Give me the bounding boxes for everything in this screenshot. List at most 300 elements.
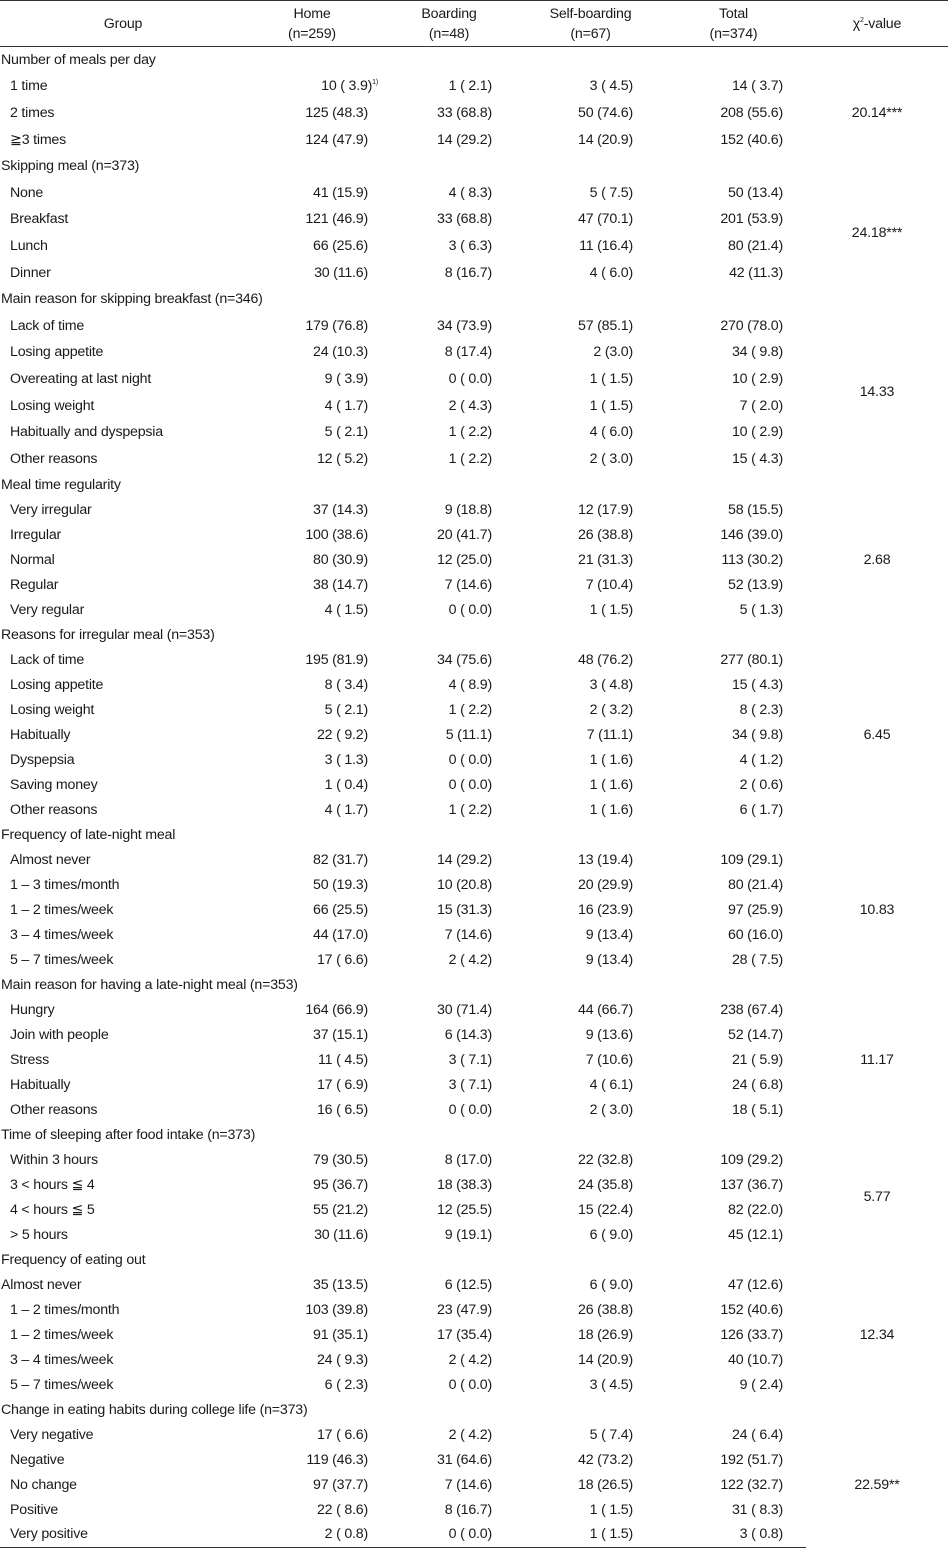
row-label: Normal bbox=[10, 551, 55, 568]
home-value: 4 ( 1.5) bbox=[324, 601, 368, 618]
boarding-value: 34 (75.6) bbox=[437, 651, 492, 668]
row-label: Habitually and dyspepsia bbox=[10, 424, 163, 441]
self-boarding-value: 42 (73.2) bbox=[578, 1451, 633, 1468]
self-boarding-value: 1 ( 1.6) bbox=[589, 751, 633, 768]
total-value: 34 ( 9.8) bbox=[731, 726, 783, 743]
table-row bbox=[0, 922, 948, 947]
home-value: 103 (39.8) bbox=[305, 1301, 368, 1318]
table-row bbox=[0, 947, 948, 972]
boarding-value: 15 (31.3) bbox=[437, 901, 492, 918]
table-row bbox=[0, 897, 948, 922]
total-value: 270 (78.0) bbox=[720, 317, 783, 334]
boarding-value: 6 (12.5) bbox=[444, 1276, 492, 1293]
self-boarding-value: 5 ( 7.5) bbox=[589, 184, 633, 201]
row-label: 1 – 2 times/week bbox=[10, 1326, 114, 1343]
self-boarding-value: 18 (26.5) bbox=[578, 1476, 633, 1493]
row-label: 3 – 4 times/week bbox=[10, 926, 114, 943]
row-label: Overeating at last night bbox=[10, 370, 152, 387]
home-value: 50 (19.3) bbox=[313, 876, 368, 893]
home-value: 8 ( 3.4) bbox=[324, 676, 368, 693]
total-value: 58 (15.5) bbox=[728, 501, 783, 518]
chi-square-value: 5.77 bbox=[863, 1189, 891, 1205]
self-boarding-value: 14 (20.9) bbox=[578, 1351, 633, 1368]
total-value: 34 ( 9.8) bbox=[731, 344, 783, 361]
self-boarding-value: 1 ( 1.5) bbox=[589, 1501, 633, 1518]
table-row bbox=[0, 872, 948, 897]
boarding-value: 12 (25.0) bbox=[437, 551, 492, 568]
self-boarding-value: 9 (13.6) bbox=[585, 1026, 633, 1043]
total-value: 24 ( 6.8) bbox=[731, 1076, 783, 1093]
chi-square-value: 11.17 bbox=[860, 1051, 894, 1068]
home-value: 97 (37.7) bbox=[313, 1476, 368, 1493]
self-boarding-value: 20 (29.9) bbox=[578, 876, 633, 893]
table-row bbox=[0, 547, 948, 572]
self-boarding-value: 21 (31.3) bbox=[578, 551, 633, 568]
boarding-value: 2 ( 4.3) bbox=[448, 397, 492, 414]
home-value: 11 ( 4.5) bbox=[318, 1051, 368, 1068]
table-row bbox=[0, 312, 948, 339]
boarding-value: 8 (17.0) bbox=[444, 1151, 492, 1168]
row-label: > 5 hours bbox=[10, 1226, 68, 1243]
header-self-boarding: Self-boarding (n=67) bbox=[520, 1, 661, 47]
total-value: 126 (33.7) bbox=[720, 1326, 783, 1343]
home-value: 82 (31.7) bbox=[313, 851, 368, 868]
self-boarding-value: 4 ( 6.0) bbox=[589, 264, 633, 281]
self-boarding-value: 9 (13.4) bbox=[585, 951, 633, 968]
total-value: 277 (80.1) bbox=[720, 651, 783, 668]
table-row bbox=[0, 233, 948, 260]
self-boarding-value: 7 (11.1) bbox=[586, 726, 633, 743]
table-row bbox=[0, 366, 948, 393]
table-row bbox=[0, 73, 948, 100]
self-boarding-value: 13 (19.4) bbox=[578, 851, 633, 868]
row-label: 2 times bbox=[10, 104, 55, 121]
total-value: 47 (12.6) bbox=[728, 1276, 783, 1293]
total-value: 40 (10.7) bbox=[728, 1351, 783, 1368]
row-label: Very positive bbox=[0, 1522, 246, 1547]
section-title: Main reason for having a late-night meal (n=353) bbox=[1, 976, 298, 993]
chi-square-value: 2.68 bbox=[863, 551, 891, 568]
boarding-value: 8 (17.4) bbox=[444, 344, 492, 361]
total-value: 50 (13.4) bbox=[728, 184, 783, 201]
row-label: No change bbox=[10, 1476, 77, 1493]
boarding-value: 2 ( 4.2) bbox=[448, 1426, 492, 1443]
header-group: Group bbox=[0, 1, 246, 47]
row-label: Very negative bbox=[10, 1426, 94, 1443]
self-boarding-value: 1 ( 1.5) bbox=[589, 397, 633, 414]
home-value: 17 ( 6.6) bbox=[316, 951, 368, 968]
total-value: 45 (12.1) bbox=[728, 1226, 783, 1243]
chi-square-value: 14.33 bbox=[859, 384, 895, 401]
chi-square-value: 12.34 bbox=[859, 1326, 895, 1343]
row-label: Breakfast bbox=[10, 211, 69, 228]
self-boarding-value: 44 (66.7) bbox=[578, 1001, 633, 1018]
boarding-value: 3 ( 7.1) bbox=[448, 1051, 492, 1068]
table-row bbox=[0, 1322, 948, 1347]
header-home: Home (n=259) bbox=[246, 1, 378, 47]
total-value: 42 (11.3) bbox=[729, 264, 783, 281]
total-value: 4 ( 1.2) bbox=[739, 751, 783, 768]
row-label: Positive bbox=[10, 1501, 59, 1518]
boarding-value: 0 ( 0.0) bbox=[448, 601, 492, 618]
section-header-row bbox=[0, 472, 948, 497]
boarding-value: 9 (18.8) bbox=[444, 501, 492, 518]
home-value: 9 ( 3.9) bbox=[324, 370, 368, 387]
row-label: Lack of time bbox=[10, 651, 85, 668]
home-value: 24 (10.3) bbox=[313, 344, 368, 361]
section-title: Change in eating habits during college life (n=373) bbox=[1, 1401, 308, 1418]
header-chi-square: $\chi^2$-value bbox=[806, 1, 948, 47]
self-boarding-value: 9 (13.4) bbox=[585, 926, 633, 943]
total-value: 238 (67.4) bbox=[720, 1001, 783, 1018]
total-value: 146 (39.0) bbox=[720, 526, 783, 543]
total-value: 113 (30.2) bbox=[721, 551, 783, 568]
table-row bbox=[0, 206, 948, 233]
home-value: 179 (76.8) bbox=[305, 317, 368, 334]
home-value: 4 ( 1.7) bbox=[324, 397, 368, 414]
boarding-value: 14 (29.2) bbox=[437, 851, 492, 868]
home-value: 30 (11.6) bbox=[314, 1226, 368, 1243]
total-value: 10 ( 2.9) bbox=[731, 370, 783, 387]
total-value: 109 (29.1) bbox=[720, 851, 783, 868]
section-header-spacer bbox=[806, 472, 948, 497]
total-value: 15 ( 4.3) bbox=[731, 676, 783, 693]
chi-square-value: 6.45 bbox=[863, 726, 891, 743]
home-value: 10 ( 3.9)$^{1)}$ bbox=[321, 78, 378, 95]
table-row bbox=[0, 1147, 948, 1172]
table-row bbox=[0, 572, 948, 597]
home-value: 80 (30.9) bbox=[313, 551, 368, 568]
row-label: Join with people bbox=[10, 1026, 109, 1043]
section-header-row bbox=[0, 622, 948, 647]
total-value: 109 (29.2) bbox=[720, 1151, 783, 1168]
boarding-value: 0 ( 0.0) bbox=[448, 776, 492, 793]
self-boarding-value: 2 (3.0) bbox=[593, 344, 633, 361]
total-value: 137 (36.7) bbox=[720, 1176, 783, 1193]
row-label: Lack of time bbox=[10, 317, 85, 334]
self-boarding-value: 2 ( 3.0) bbox=[589, 450, 633, 467]
boarding-value: 8 (16.7) bbox=[444, 1501, 492, 1518]
self-boarding-value: 6 ( 9.0) bbox=[589, 1276, 633, 1293]
home-value: 6 ( 2.3) bbox=[324, 1376, 368, 1393]
total-value: 7 ( 2.0) bbox=[739, 397, 783, 414]
total-value: 8 ( 2.3) bbox=[739, 701, 783, 718]
home-value: 125 (48.3) bbox=[305, 104, 368, 121]
table-row bbox=[0, 392, 948, 419]
boarding-value: 7 (14.6) bbox=[444, 576, 492, 593]
total-value: 152 (40.6) bbox=[720, 1301, 783, 1318]
total-value: 2 ( 0.6) bbox=[739, 776, 783, 793]
row-label: Habitually bbox=[10, 1076, 71, 1093]
table-row bbox=[0, 597, 948, 622]
boarding-value: 6 (14.3) bbox=[444, 1026, 492, 1043]
section-title: Frequency of late-night meal bbox=[1, 826, 176, 843]
row-label: Dinner bbox=[10, 264, 51, 281]
total-value: 3 ( 0.8) bbox=[661, 1522, 806, 1547]
total-value: 201 (53.9) bbox=[720, 211, 783, 228]
section-header-row bbox=[0, 1397, 948, 1422]
boarding-value: 17 (35.4) bbox=[437, 1326, 492, 1343]
table-row bbox=[0, 847, 948, 872]
self-boarding-value: 47 (70.1) bbox=[578, 211, 633, 228]
table-row bbox=[0, 697, 948, 722]
row-label: Losing appetite bbox=[10, 676, 104, 693]
self-boarding-value: 50 (74.6) bbox=[578, 104, 633, 121]
self-boarding-value: 16 (23.9) bbox=[578, 901, 633, 918]
home-value: 4 ( 1.7) bbox=[324, 801, 368, 818]
row-label: 1 – 2 times/month bbox=[10, 1301, 120, 1318]
self-boarding-value: 11 (16.4) bbox=[579, 237, 633, 254]
total-value: 10 ( 2.9) bbox=[731, 424, 783, 441]
row-label: Almost never bbox=[10, 851, 91, 868]
table-row bbox=[0, 1297, 948, 1322]
chi-square-value: 10.83 bbox=[859, 901, 895, 918]
row-label: Within 3 hours bbox=[10, 1151, 98, 1168]
boarding-value: 1 ( 2.1) bbox=[448, 78, 492, 95]
self-boarding-value: 48 (76.2) bbox=[578, 651, 633, 668]
table-row bbox=[0, 1022, 948, 1047]
boarding-value: 18 (38.3) bbox=[437, 1176, 492, 1193]
row-label: Negative bbox=[10, 1451, 65, 1468]
section-header-row bbox=[0, 47, 948, 74]
boarding-value: 2 ( 4.2) bbox=[448, 951, 492, 968]
self-boarding-value: 15 (22.4) bbox=[578, 1201, 633, 1218]
table-row bbox=[0, 772, 948, 797]
section-header-row bbox=[0, 972, 948, 997]
home-value: 55 (21.2) bbox=[313, 1201, 368, 1218]
row-label: 1 – 2 times/week bbox=[10, 901, 114, 918]
boarding-value: 0 ( 0.0) bbox=[378, 1522, 520, 1547]
table-row bbox=[0, 259, 948, 286]
table-row bbox=[0, 1272, 948, 1297]
row-label: Hungry bbox=[10, 1001, 55, 1018]
row-label: Losing appetite bbox=[10, 344, 104, 361]
boarding-value: 3 ( 7.1) bbox=[448, 1076, 492, 1093]
home-value: 195 (81.9) bbox=[305, 651, 368, 668]
section-title: Main reason for skipping breakfast (n=346) bbox=[1, 291, 263, 308]
row-label: 3 – 4 times/week bbox=[10, 1351, 114, 1368]
row-label: Irregular bbox=[10, 526, 62, 543]
boarding-value: 1 ( 2.2) bbox=[448, 701, 492, 718]
home-value: 35 (13.5) bbox=[313, 1276, 368, 1293]
boarding-value: 14 (29.2) bbox=[437, 131, 492, 148]
home-value: 38 (14.7) bbox=[313, 576, 368, 593]
table-row bbox=[0, 672, 948, 697]
section-header-row bbox=[0, 153, 948, 180]
section-header-spacer bbox=[806, 622, 948, 647]
table-row bbox=[0, 1447, 948, 1472]
boarding-value: 0 ( 0.0) bbox=[448, 370, 492, 387]
home-value: 5 ( 2.1) bbox=[324, 701, 368, 718]
total-value: 9 ( 2.4) bbox=[739, 1376, 783, 1393]
table-row bbox=[0, 1197, 948, 1222]
boarding-value: 0 ( 0.0) bbox=[448, 1376, 492, 1393]
section-header-spacer bbox=[806, 286, 948, 313]
row-label: Other reasons bbox=[10, 450, 98, 467]
section-header-row bbox=[0, 822, 948, 847]
home-value: 95 (36.7) bbox=[313, 1176, 368, 1193]
total-value: 152 (40.6) bbox=[720, 131, 783, 148]
home-value: 22 ( 9.2) bbox=[316, 726, 368, 743]
row-label: 1 time bbox=[10, 78, 48, 95]
row-label: 1 – 3 times/month bbox=[10, 876, 120, 893]
table-row bbox=[0, 179, 948, 206]
total-value: 21 ( 5.9) bbox=[731, 1051, 783, 1068]
section-header-spacer bbox=[806, 1397, 948, 1422]
table-body bbox=[0, 47, 948, 1548]
row-label: Other reasons bbox=[10, 1101, 98, 1118]
boarding-value: 30 (71.4) bbox=[437, 1001, 492, 1018]
total-value: 97 (25.9) bbox=[728, 901, 783, 918]
self-boarding-value: 1 ( 1.5) bbox=[520, 1522, 661, 1547]
row-label: Very regular bbox=[10, 601, 85, 618]
total-value: 14 ( 3.7) bbox=[731, 78, 783, 95]
table-row bbox=[0, 339, 948, 366]
home-value: 24 ( 9.3) bbox=[316, 1351, 368, 1368]
self-boarding-value: 1 ( 1.6) bbox=[589, 776, 633, 793]
row-label: Almost never bbox=[1, 1276, 82, 1293]
section-header-spacer bbox=[806, 47, 948, 74]
boarding-value: 4 ( 8.9) bbox=[448, 676, 492, 693]
self-boarding-value: 1 ( 1.5) bbox=[589, 601, 633, 618]
section-title: Meal time regularity bbox=[1, 476, 121, 493]
section-header-spacer bbox=[806, 822, 948, 847]
total-value: 5 ( 1.3) bbox=[739, 601, 783, 618]
total-value: 80 (21.4) bbox=[728, 237, 783, 254]
self-boarding-value: 24 (35.8) bbox=[578, 1176, 633, 1193]
row-label: Very irregular bbox=[10, 501, 92, 518]
home-value: 121 (46.9) bbox=[305, 211, 368, 228]
row-label: Losing weight bbox=[10, 397, 95, 414]
row-label: Losing weight bbox=[10, 701, 95, 718]
self-boarding-value: 22 (32.8) bbox=[578, 1151, 633, 1168]
total-value: 60 (16.0) bbox=[728, 926, 783, 943]
row-label: Lunch bbox=[10, 237, 48, 254]
total-value: 24 ( 6.4) bbox=[731, 1426, 783, 1443]
self-boarding-value: 18 (26.9) bbox=[578, 1326, 633, 1343]
self-boarding-value: 4 ( 6.0) bbox=[589, 424, 633, 441]
self-boarding-value: 57 (85.1) bbox=[578, 317, 633, 334]
section-header-spacer bbox=[806, 153, 948, 180]
home-value: 5 ( 2.1) bbox=[324, 424, 368, 441]
home-value: 37 (14.3) bbox=[313, 501, 368, 518]
self-boarding-value: 3 ( 4.5) bbox=[589, 1376, 633, 1393]
row-label: Dyspepsia bbox=[10, 751, 75, 768]
table-row bbox=[0, 997, 948, 1022]
row-label: Stress bbox=[10, 1051, 50, 1068]
row-label: Saving money bbox=[10, 776, 98, 793]
table-row bbox=[0, 1372, 948, 1397]
row-label: Other reasons bbox=[10, 801, 98, 818]
boarding-value: 0 ( 0.0) bbox=[448, 1101, 492, 1118]
section-title: Skipping meal (n=373) bbox=[1, 158, 140, 175]
home-value: 79 (30.5) bbox=[313, 1151, 368, 1168]
home-value: 17 ( 6.9) bbox=[316, 1076, 368, 1093]
table-header bbox=[0, 1, 948, 47]
section-header-spacer bbox=[806, 1122, 948, 1147]
total-value: 28 ( 7.5) bbox=[731, 951, 783, 968]
total-value: 18 ( 5.1) bbox=[731, 1101, 783, 1118]
home-value: 16 ( 6.5) bbox=[316, 1101, 368, 1118]
total-value: 31 ( 8.3) bbox=[731, 1501, 783, 1518]
section-title: Reasons for irregular meal (n=353) bbox=[1, 626, 215, 643]
home-value: 164 (66.9) bbox=[305, 1001, 368, 1018]
boarding-value: 23 (47.9) bbox=[437, 1301, 492, 1318]
boarding-value: 20 (41.7) bbox=[437, 526, 492, 543]
boarding-value: 8 (16.7) bbox=[444, 264, 492, 281]
row-label: None bbox=[10, 184, 44, 201]
home-value: 41 (15.9) bbox=[313, 184, 368, 201]
section-header-spacer bbox=[806, 1247, 948, 1272]
section-header-row bbox=[0, 1247, 948, 1272]
table-row bbox=[0, 1347, 948, 1372]
home-value: 100 (38.6) bbox=[305, 526, 368, 543]
self-boarding-value: 2 ( 3.0) bbox=[589, 1101, 633, 1118]
chi-square-value: 20.14*** bbox=[851, 104, 903, 121]
table-row bbox=[0, 445, 948, 472]
row-label: 3 < hours ≦ 4 bbox=[10, 1176, 95, 1193]
boarding-value: 33 (68.8) bbox=[437, 211, 492, 228]
table-row bbox=[0, 1422, 948, 1447]
self-boarding-value: 12 (17.9) bbox=[578, 501, 633, 518]
table-row bbox=[0, 1472, 948, 1497]
self-boarding-value: 5 ( 7.4) bbox=[589, 1426, 633, 1443]
table-row bbox=[0, 100, 948, 127]
table-row bbox=[0, 1522, 948, 1547]
section-header-spacer bbox=[806, 972, 948, 997]
boarding-value: 1 ( 2.2) bbox=[448, 801, 492, 818]
boarding-value: 0 ( 0.0) bbox=[448, 751, 492, 768]
home-value: 12 ( 5.2) bbox=[316, 450, 368, 467]
home-value: 30 (11.6) bbox=[314, 264, 368, 281]
row-label: Regular bbox=[10, 576, 59, 593]
home-value: 17 ( 6.6) bbox=[316, 1426, 368, 1443]
total-value: 52 (13.9) bbox=[728, 576, 783, 593]
table-row bbox=[0, 747, 948, 772]
self-boarding-value: 4 ( 6.1) bbox=[589, 1076, 633, 1093]
boarding-value: 7 (14.6) bbox=[444, 1476, 492, 1493]
home-value: 3 ( 1.3) bbox=[324, 751, 368, 768]
table-row bbox=[0, 1072, 948, 1097]
boarding-value: 33 (68.8) bbox=[437, 104, 492, 121]
home-value: 1 ( 0.4) bbox=[324, 776, 368, 793]
boarding-value: 5 (11.1) bbox=[445, 726, 492, 743]
self-boarding-value: 2 ( 3.2) bbox=[589, 701, 633, 718]
home-value: 91 (35.1) bbox=[313, 1326, 368, 1343]
table-row bbox=[0, 797, 948, 822]
section-title: Time of sleeping after food intake (n=373) bbox=[1, 1126, 256, 1143]
self-boarding-value: 3 ( 4.5) bbox=[589, 78, 633, 95]
self-boarding-value: 6 ( 9.0) bbox=[589, 1226, 633, 1243]
boarding-value: 9 (19.1) bbox=[444, 1226, 492, 1243]
table-row bbox=[0, 522, 948, 547]
home-value: 124 (47.9) bbox=[305, 131, 368, 148]
table-row bbox=[0, 1497, 948, 1522]
total-value: 6 ( 1.7) bbox=[739, 801, 783, 818]
self-boarding-value: 7 (10.6) bbox=[585, 1051, 633, 1068]
home-value: 66 (25.5) bbox=[313, 901, 368, 918]
self-boarding-value: 26 (38.8) bbox=[578, 526, 633, 543]
table-row bbox=[0, 419, 948, 446]
total-value: 15 ( 4.3) bbox=[731, 450, 783, 467]
row-label: ≧3 times bbox=[10, 131, 67, 148]
header-total: Total (n=374) bbox=[661, 1, 806, 47]
home-value: 37 (15.1) bbox=[313, 1026, 368, 1043]
row-label: Habitually bbox=[10, 726, 71, 743]
table-row bbox=[0, 647, 948, 672]
total-value: 80 (21.4) bbox=[728, 876, 783, 893]
section-title: Number of meals per day bbox=[1, 52, 156, 69]
